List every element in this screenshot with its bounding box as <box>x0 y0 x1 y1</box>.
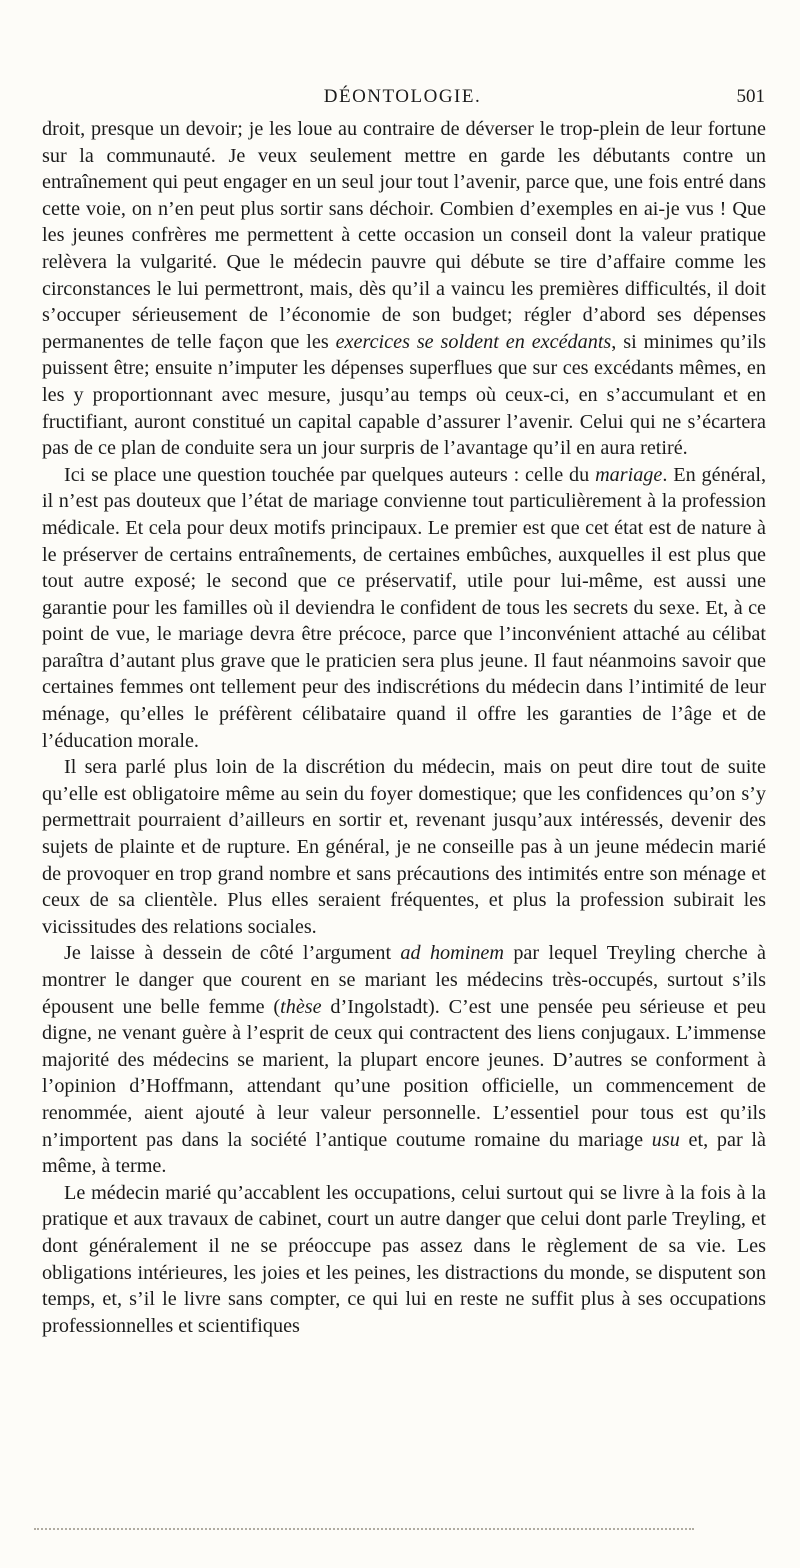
italic-phrase: exercices se soldent en excédants <box>335 330 612 353</box>
paragraph <box>42 940 766 1179</box>
italic-phrase: thèse <box>280 995 322 1018</box>
paragraph <box>42 116 766 462</box>
italic-phrase: ad hominem <box>400 942 504 965</box>
text-run: par lequel Treyling cherche à montrer le danger que courent en se mariant les médecins très-occupés, surtout s’ils épousent une belle femme ( <box>42 942 767 1018</box>
italic-phrase: usu <box>651 1128 680 1151</box>
text-run: . En général, il n’est pas douteux que l’état de mariage convienne tout particulièrement à la profession médicale. Et cela pour deux motifs principaux. Le premier est que cet état est de nature à le préserver de certains entraînements, de certaines embûches, auxquelles il est plus que tout autre exposé; le second que ce préservatif, utile pour lui-même, est aussi une garantie pour les familles où il deviendra le confident de tous les secrets du sexe. Et, à ce point de vue, le mariage devra être précoce, parce que l’inconvénient attaché au célibat paraîtra d’autant plus grave que le praticien sera plus jeune. Il faut néanmoins savoir que certaines femmes ont tellement peur des indiscrétions du médecin dans l’intimité de leur ménage, qu’elles le préfèrent célibataire quand il offre les garanties de l’âge et de l’éducation morale. <box>42 463 766 752</box>
text-run: droit, presque un devoir; je les loue au contraire de déverser le trop-plein de leur fortune sur la communauté. Je veux seulement mettre en garde les débutants contre un entraînement qui peut engager en un seul jour tout l’avenir, parce que, une fois entré dans cette voie, on n’en peut plus sortir sans déchoir. Combien d’exemples en ai-je vus ! Que les jeunes confrères me permettent à cette occasion un conseil dont la valeur pratique relèvera la vulgarité. Que le médecin pauvre qui débute se tire d’affaire comme les circonstances le lui permettront, mais, dès qu’il a vaincu les premières difficultés, il doit s’occuper sérieusement de l’économie de son budget; régler d’abord ses dépenses permanentes de telle façon que les <box>42 118 766 353</box>
page-header <box>40 84 765 114</box>
text-run: et, par là même, à terme. <box>42 1128 766 1178</box>
page-number: 501 <box>736 86 765 107</box>
text-run: Il sera parlé plus loin de la discrétion du médecin, mais on peut dire tout de suite qu’elle est obligatoire même au sein du foyer domestique; que les confidences qu’on s’y permettrait pourraient d’ailleurs en sortir et, revenant jusqu’aux intéressés, devenir des sujets de plainte et de rupture. En général, je ne conseille pas à un jeune médecin marié de provoquer en trop grand nombre et sans précautions des intimités entre son ménage et ceux de sa clientèle. Plus elles seraient fréquentes, et plus la profession subirait les vicissitudes des relations sociales. <box>42 756 766 938</box>
footer-dotted-rule <box>34 1528 694 1530</box>
paragraph <box>42 754 766 940</box>
body-text <box>42 116 766 1339</box>
paragraph <box>42 1180 766 1340</box>
paragraph <box>42 462 766 755</box>
text-run: , si minimes qu’ils puissent être; ensuite n’imputer les dépenses superflues que sur ces excédants mêmes, en les y proportionnant avec mesure, jusqu’au temps où ceux-ci, en s’accumulant et en fructifiant, auront constitué un capital capable d’assurer l’avenir. Celui qui ne s’écartera pas de ce plan de conduite sera un jour surpris de l’avantage qu’il en aura retiré. <box>42 330 766 460</box>
text-run: Le médecin marié qu’accablent les occupations, celui surtout qui se livre à la fois à la pratique et aux travaux de cabinet, court un autre danger que celui dont parle Treyling, et dont généralement il ne se préoccupe pas assez dans le règlement de sa vie. Les obligations intérieures, les joies et les peines, les distractions du monde, se disputent son temps, et, s’il le livre sans compter, ce qui lui en reste ne suffit plus à ses occupations professionnelles et scientifiques <box>42 1181 766 1337</box>
running-title: DÉONTOLOGIE. <box>323 86 482 107</box>
italic-phrase: mariage <box>595 463 663 486</box>
text-run: d’Ingolstadt). C’est une pensée peu sérieuse et peu digne, ne venant guère à l’esprit de ceux qui contractent des liens conjugaux. L’immense majorité des médecins se marient, la plupart encore jeunes. D’autres se conforment à l’opinion d’Hoffmann, attendant qu’une position officielle, un commencement de renommée, aient ajouté à leur valeur personnelle. L’essentiel pour tous est qu’ils n’importent pas dans la société l’antique coutume romaine du mariage <box>42 995 766 1151</box>
text-run: Je laisse à dessein de côté l’argument <box>64 942 401 965</box>
text-run: Ici se place une question touchée par quelques auteurs : celle du <box>64 463 596 486</box>
